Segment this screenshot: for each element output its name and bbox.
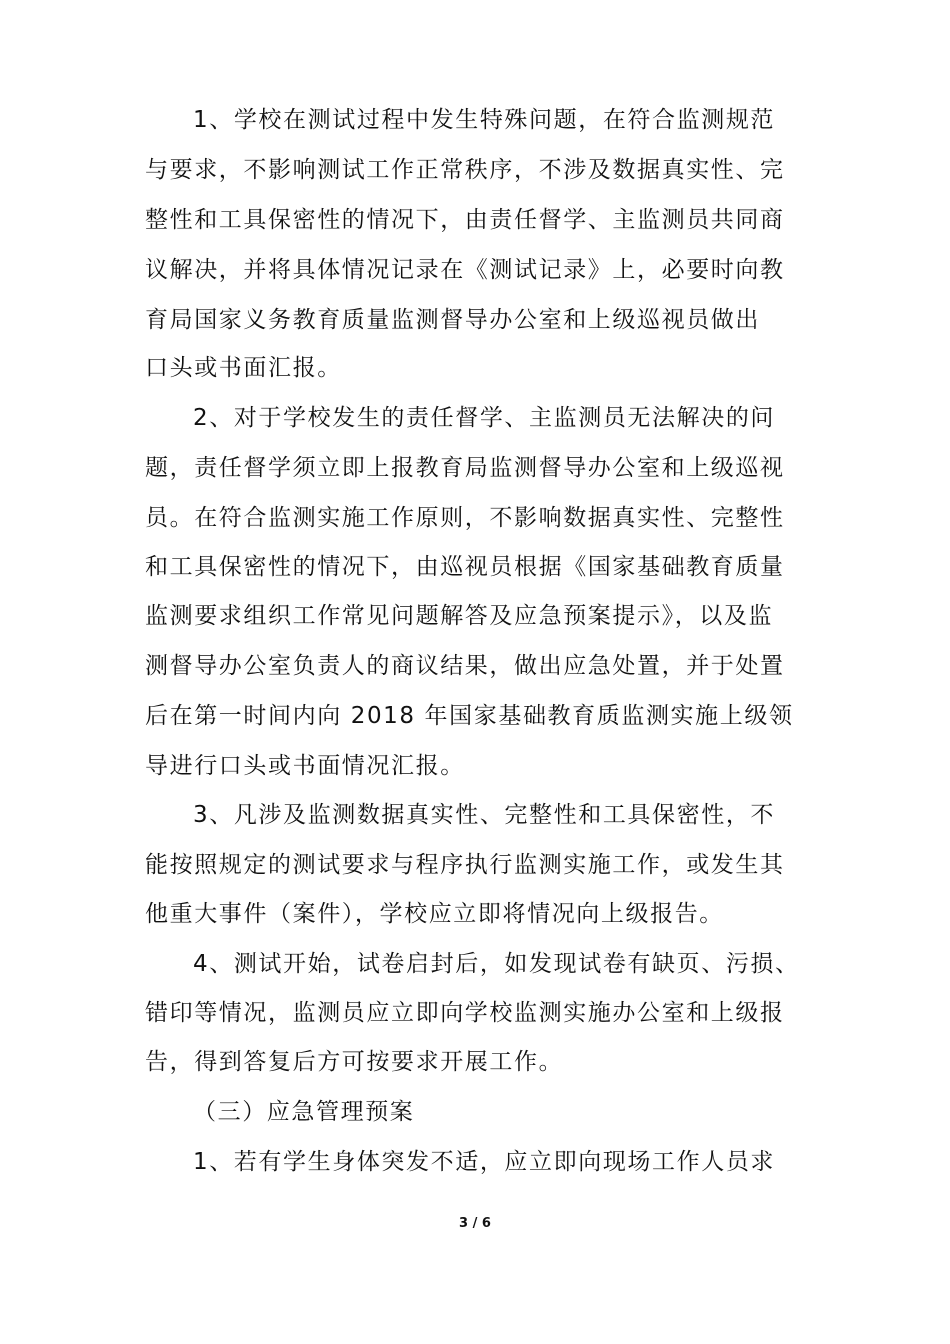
paragraph-4-line-2: 错印等情况，监测员应立即向学校监测实施办公室和上级报 <box>145 1000 785 1026</box>
paragraph-1-line-6: 口头或书面汇报。 <box>145 355 342 381</box>
paragraph-3-line-2: 能按照规定的测试要求与程序执行监测实施工作，或发生其 <box>145 852 785 878</box>
paragraph-2-line-4: 和工具保密性的情况下，由巡视员根据《国家基础教育质量 <box>145 554 785 580</box>
paragraph-1-line-5: 育局国家义务教育质量监测督导办公室和上级巡视员做出 <box>145 307 760 333</box>
paragraph-2-line-6: 测督导办公室负责人的商议结果，做出应急处置，并于处置 <box>145 653 785 679</box>
section-heading: （三）应急管理预案 <box>193 1099 415 1125</box>
paragraph-1-line-1: 1、学校在测试过程中发生特殊问题，在符合监测规范 <box>193 107 776 133</box>
paragraph-2-line-8: 导进行口头或书面情况汇报。 <box>145 753 465 779</box>
paragraph-1-line-2: 与要求，不影响测试工作正常秩序，不涉及数据真实性、完 <box>145 157 785 183</box>
paragraph-2-line-2: 题，责任督学须立即上报教育局监测督导办公室和上级巡视 <box>145 455 785 481</box>
paragraph-1-line-3: 整性和工具保密性的情况下，由责任督学、主监测员共同商 <box>145 207 785 233</box>
paragraph-2-line-5: 监测要求组织工作常见问题解答及应急预案提示》，以及监 <box>145 603 774 629</box>
paragraph-4-line-3: 告，得到答复后方可按要求开展工作。 <box>145 1049 564 1075</box>
paragraph-3-line-1: 3、凡涉及监测数据真实性、完整性和工具保密性，不 <box>193 802 776 828</box>
paragraph-2-line-7: 后在第一时间内向 2018 年国家基础教育质监测实施上级领 <box>145 703 794 729</box>
paragraph-2-line-1: 2、对于学校发生的责任督学、主监测员无法解决的问 <box>193 405 776 431</box>
paragraph-4-line-1: 4、测试开始，试卷启封后，如发现试卷有缺页、污损、 <box>193 951 800 977</box>
paragraph-3-line-3: 他重大事件（案件），学校应立即将情况向上级报告。 <box>145 901 724 927</box>
paragraph-2-line-3: 员。在符合监测实施工作原则，不影响数据真实性、完整性 <box>145 505 785 531</box>
paragraph-5-line-1: 1、若有学生身体突发不适，应立即向现场工作人员求 <box>193 1149 776 1175</box>
page-number: 3 / 6 <box>459 1216 491 1231</box>
paragraph-1-line-4: 议解决，并将具体情况记录在《测试记录》上，必要时向教 <box>145 257 785 283</box>
